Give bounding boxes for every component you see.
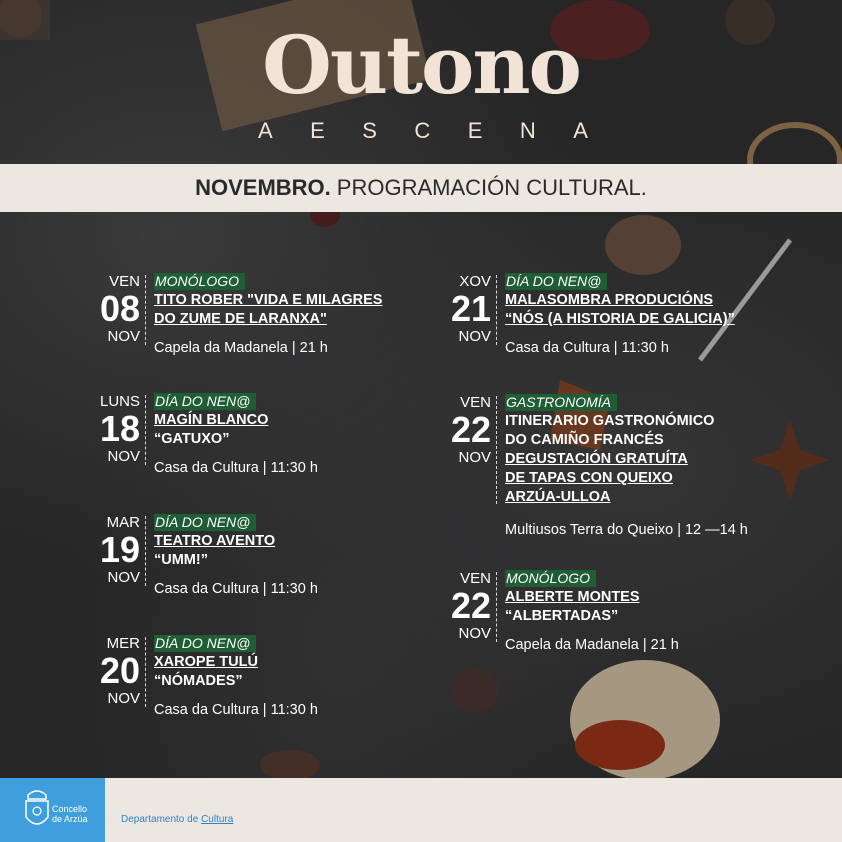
- event-date: [87, 393, 140, 465]
- event-weekday: VEN: [460, 570, 491, 587]
- event-category: DÍA DO NEN@: [505, 273, 607, 290]
- department-link[interactable]: [121, 814, 233, 825]
- event-venue: Capela da Madanela | 21 h: [154, 340, 328, 356]
- dashed-divider: [145, 516, 146, 586]
- subtitle-letter: E: [467, 118, 483, 143]
- event-venue: Casa da Cultura | 11:30 h: [154, 581, 318, 597]
- event-day: 22: [450, 585, 491, 626]
- event-details: [154, 514, 414, 598]
- event-category: DÍA DO NEN@: [154, 635, 256, 652]
- event-venue: Casa da Cultura | 11:30 h: [154, 702, 318, 718]
- event-title-line: “NÓS (A HISTORIA DE GALICIA)”: [505, 311, 735, 327]
- logo-line: de Arzúa: [52, 814, 88, 824]
- dashed-divider: [145, 637, 146, 707]
- title-text: Outono: [262, 18, 580, 112]
- event-details: [154, 273, 414, 357]
- dashed-divider: [496, 275, 497, 345]
- department-prefix: Departamento de: [121, 814, 199, 825]
- subtitle-letter: E: [310, 118, 325, 143]
- event-venue: Multiusos Terra do Queixo | 12 —14 h: [505, 522, 748, 538]
- event-title-line: ALBERTE MONTES: [505, 589, 640, 605]
- event-day: 08: [99, 288, 140, 329]
- event-day: 18: [99, 408, 140, 449]
- event-venue: Capela da Madanela | 21 h: [505, 637, 679, 653]
- dashed-divider: [496, 396, 497, 504]
- event-day: 20: [99, 650, 140, 691]
- dashed-divider: [145, 275, 146, 345]
- logo-line: Concello: [52, 804, 88, 814]
- event-title-line: DO ZUME DE LARANXA": [154, 311, 327, 327]
- event-category: MONÓLOGO: [505, 570, 596, 587]
- event-weekday: MAR: [106, 514, 140, 531]
- event-title-line: ITINERARIO GASTRONÓMICO: [505, 413, 715, 429]
- event-weekday: MER: [106, 635, 140, 652]
- event-item: [87, 514, 387, 614]
- event-details: [505, 273, 765, 357]
- event-title-line: TITO ROBER "VIDA E MILAGRES: [154, 292, 383, 308]
- event-details: [505, 570, 765, 654]
- event-details: [154, 635, 414, 719]
- event-category: GASTRONOMÍA: [505, 394, 617, 411]
- dashed-divider: [496, 572, 497, 642]
- event-date: [438, 570, 491, 642]
- event-month: NOV: [458, 449, 491, 466]
- event-item: [87, 273, 387, 373]
- event-title-line: “UMM!”: [154, 552, 208, 568]
- event-category: DÍA DO NEN@: [154, 393, 256, 410]
- event-month: NOV: [458, 328, 491, 345]
- event-title-line: ARZÚA-ULLOA: [505, 489, 611, 505]
- subtitle-letter: A: [258, 118, 273, 143]
- event-title-line: XAROPE TULÚ: [154, 654, 258, 670]
- subtitle-letter: A: [573, 118, 588, 143]
- event-item: [438, 273, 738, 373]
- event-item: [438, 394, 748, 544]
- dashed-divider: [145, 395, 146, 465]
- event-date: [87, 273, 140, 345]
- event-title-line: “NÓMADES”: [154, 673, 243, 689]
- program-banner: [0, 164, 842, 212]
- event-day: 21: [450, 288, 491, 329]
- event-details: [505, 394, 765, 539]
- logo-text: [52, 804, 88, 824]
- event-month: NOV: [458, 625, 491, 642]
- subtitle-letter: N: [519, 118, 536, 143]
- event-date: [438, 273, 491, 345]
- subtitle-letter: S: [362, 118, 377, 143]
- event-category: MONÓLOGO: [154, 273, 245, 290]
- event-category: DÍA DO NEN@: [154, 514, 256, 531]
- event-title-line: DO CAMIÑO FRANCÉS: [505, 432, 664, 448]
- event-date: [87, 635, 140, 707]
- event-weekday: XOV: [459, 273, 491, 290]
- event-weekday: VEN: [109, 273, 140, 290]
- banner-text: PROGRAMACIÓN CULTURAL.: [336, 175, 647, 200]
- event-venue: Casa da Cultura | 11:30 h: [154, 460, 318, 476]
- event-day: 22: [450, 409, 491, 450]
- event-title-line: “ALBERTADAS”: [505, 608, 619, 624]
- event-date: [87, 514, 140, 586]
- event-details: [154, 393, 414, 477]
- event-title-line: DE TAPAS CON QUEIXO: [505, 470, 673, 486]
- event-weekday: LUNS: [99, 393, 140, 410]
- event-title-line: TEATRO AVENTO: [154, 533, 276, 549]
- concello-logo[interactable]: [0, 778, 105, 842]
- event-weekday: VEN: [460, 394, 491, 411]
- poster-title: [0, 20, 842, 110]
- event-month: NOV: [107, 569, 140, 586]
- subtitle-letter: C: [414, 118, 431, 143]
- event-venue: Casa da Cultura | 11:30 h: [505, 340, 669, 356]
- event-day: 19: [99, 529, 140, 570]
- event-title-line: “GATUXO”: [154, 431, 230, 447]
- event-item: [87, 635, 387, 735]
- event-month: NOV: [107, 690, 140, 707]
- event-title-line: DEGUSTACIÓN GRATUÍTA: [505, 451, 688, 467]
- event-date: [438, 394, 491, 466]
- event-month: NOV: [107, 328, 140, 345]
- subtitle: [258, 118, 588, 144]
- event-title-line: MAGÍN BLANCO: [154, 412, 269, 428]
- banner-month: NOVEMBRO.: [195, 175, 331, 200]
- event-month: NOV: [107, 448, 140, 465]
- footer: [0, 778, 842, 842]
- coat-of-arms-icon: [22, 787, 52, 833]
- event-item: [87, 393, 387, 493]
- event-title-line: MALASOMBRA PRODUCIÓNS: [505, 292, 714, 308]
- event-item: [438, 570, 738, 670]
- department-name: Cultura: [201, 814, 234, 825]
